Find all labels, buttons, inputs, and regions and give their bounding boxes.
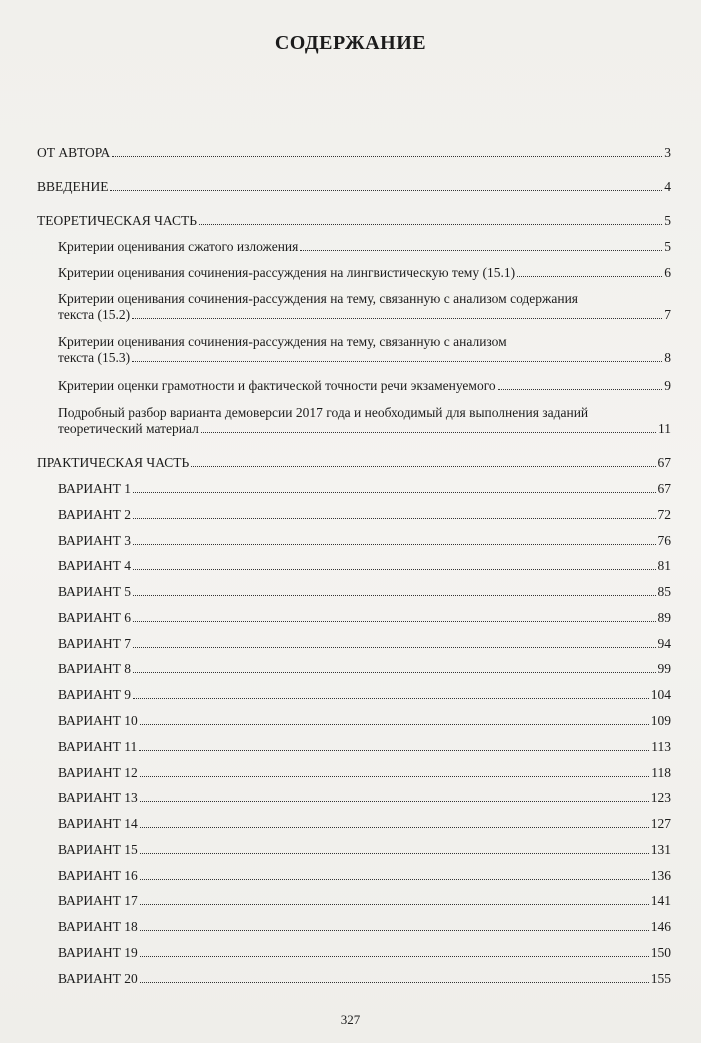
- toc-entry-label: Критерии оценивания сочинения-рассуждения на лингвистическую тему (15.1): [58, 265, 516, 280]
- toc-leader-dots: [133, 518, 655, 519]
- toc-entry-variant-6[interactable]: [58, 610, 671, 626]
- toc-entry-label: ВАРИАНТ 6: [58, 610, 132, 625]
- toc-entry-page: 7: [664, 307, 671, 322]
- toc-entry-label: ОТ АВТОРА: [37, 145, 111, 160]
- toc-entry-page: 99: [657, 661, 671, 676]
- toc-entry-page: 5: [664, 239, 671, 254]
- toc-entry-criteria-15-3[interactable]: [58, 334, 671, 366]
- toc-leader-dots: [133, 621, 655, 622]
- toc-entry-page: 113: [651, 739, 671, 754]
- toc-entry-page: 72: [657, 507, 671, 522]
- toc-leader-dots: [133, 698, 649, 699]
- toc-entry-label: ВАРИАНТ 9: [58, 687, 132, 702]
- toc-entry-page: 3: [664, 145, 671, 160]
- toc-entry-label: ВАРИАНТ 8: [58, 661, 132, 676]
- toc-entry-variant-20[interactable]: [58, 971, 671, 987]
- toc-entry-page: 118: [651, 765, 671, 780]
- toc-leader-dots: [517, 276, 662, 277]
- toc-leader-dots: [139, 750, 649, 751]
- toc-entry-variant-1[interactable]: [58, 481, 671, 497]
- toc-leader-dots: [191, 466, 655, 467]
- toc-entry-variant-16[interactable]: [58, 868, 671, 884]
- toc-leader-dots: [140, 776, 649, 777]
- toc-entry-introduction[interactable]: [37, 179, 671, 195]
- toc-leader-dots: [140, 879, 649, 880]
- toc-leader-dots: [132, 318, 662, 319]
- toc-entry-literacy-criteria[interactable]: [58, 378, 671, 394]
- toc-entry-label: ВАРИАНТ 19: [58, 945, 138, 960]
- toc-entry-label: ВАРИАНТ 15: [58, 842, 138, 857]
- toc-entry-criteria-15-2[interactable]: [58, 291, 671, 323]
- toc-leader-dots: [140, 853, 649, 854]
- toc-leader-dots: [133, 595, 655, 596]
- toc-entry-page: 127: [650, 816, 671, 831]
- toc-entry-label: ВАРИАНТ 13: [58, 790, 138, 805]
- toc-entry-label: ВАРИАНТ 2: [58, 507, 132, 522]
- toc-entry-variant-14[interactable]: [58, 816, 671, 832]
- toc-entry-criteria-summary[interactable]: [58, 239, 671, 255]
- toc-entry-page: 4: [664, 179, 671, 194]
- toc-entry-label-line1: Подробный разбор варианта демоверсии 2017 года и необходимый для выполнения заданий: [58, 405, 589, 420]
- toc-leader-dots: [133, 647, 655, 648]
- toc-leader-dots: [140, 904, 649, 905]
- toc-leader-dots: [140, 801, 649, 802]
- toc-entry-variant-8[interactable]: [58, 661, 671, 677]
- toc-entry-variant-9[interactable]: [58, 687, 671, 703]
- toc-entry-page: 76: [657, 533, 671, 548]
- toc-leader-dots: [140, 724, 649, 725]
- toc-entry-page: 104: [650, 687, 671, 702]
- toc-entry-from-author[interactable]: [37, 145, 671, 161]
- toc-entry-variant-13[interactable]: [58, 790, 671, 806]
- toc-entry-label: ВАРИАНТ 3: [58, 533, 132, 548]
- toc-entry-page: 67: [657, 455, 671, 470]
- toc-entry-page: 94: [657, 636, 671, 651]
- toc-leader-dots: [140, 930, 649, 931]
- toc-entry-page: 123: [650, 790, 671, 805]
- toc-entry-page: 5: [664, 213, 671, 228]
- toc-entry-label: ВАРИАНТ 17: [58, 893, 138, 908]
- toc-leader-dots: [112, 156, 662, 157]
- toc-entry-variant-15[interactable]: [58, 842, 671, 858]
- toc-entry-page: 141: [650, 893, 671, 908]
- toc-entry-label: ВАРИАНТ 18: [58, 919, 138, 934]
- toc-entry-page: 146: [650, 919, 671, 934]
- toc-leader-dots: [199, 224, 662, 225]
- toc-leader-dots: [201, 432, 656, 433]
- toc-entry-label: ВАРИАНТ 11: [58, 739, 138, 754]
- toc-entry-page: 81: [657, 558, 671, 573]
- toc-entry-label: ВАРИАНТ 12: [58, 765, 138, 780]
- toc-entry-variant-7[interactable]: [58, 636, 671, 652]
- toc-entry-page: 85: [657, 584, 671, 599]
- toc-entry-page: 11: [658, 421, 671, 436]
- toc-entry-label: Критерии оценивания сжатого изложения: [58, 239, 299, 254]
- toc-entry-variant-5[interactable]: [58, 584, 671, 600]
- toc-entry-label: ВАРИАНТ 20: [58, 971, 138, 986]
- toc-entry-theory[interactable]: [37, 213, 671, 229]
- toc-entry-label: ВВЕДЕНИЕ: [37, 179, 109, 194]
- toc-entry-page: 136: [650, 868, 671, 883]
- page-title: СОДЕРЖАНИЕ: [274, 32, 427, 54]
- toc-entry-demo-analysis[interactable]: [58, 405, 671, 437]
- toc-entry-label: ВАРИАНТ 7: [58, 636, 132, 651]
- toc-entry-page: 9: [664, 378, 671, 393]
- toc-entry-label: ТЕОРЕТИЧЕСКАЯ ЧАСТЬ: [37, 213, 198, 228]
- toc-entry-label: ВАРИАНТ 4: [58, 558, 132, 573]
- toc-entry-practice[interactable]: [37, 455, 671, 471]
- toc-leader-dots: [132, 361, 662, 362]
- toc-entry-variant-17[interactable]: [58, 893, 671, 909]
- toc-entry-page: 6: [664, 265, 671, 280]
- toc-entry-label-line2: текста (15.2): [58, 307, 131, 322]
- toc-entry-variant-11[interactable]: [58, 739, 671, 755]
- toc-entry-variant-4[interactable]: [58, 558, 671, 574]
- toc-entry-label-line1: Критерии оценивания сочинения-рассуждения на тему, связанную с анализом содержания: [58, 291, 579, 306]
- toc-entry-label: ВАРИАНТ 14: [58, 816, 138, 831]
- toc-entry-page: 67: [657, 481, 671, 496]
- toc-entry-variant-18[interactable]: [58, 919, 671, 935]
- toc-entry-label: ВАРИАНТ 10: [58, 713, 138, 728]
- toc-entry-page: 89: [657, 610, 671, 625]
- toc-entry-variant-12[interactable]: [58, 765, 671, 781]
- toc-leader-dots: [110, 190, 662, 191]
- toc-entry-label: ВАРИАНТ 5: [58, 584, 132, 599]
- toc-entry-page: 131: [650, 842, 671, 857]
- toc-leader-dots: [140, 982, 649, 983]
- toc-entry-variant-10[interactable]: [58, 713, 671, 729]
- toc-entry-page: 155: [650, 971, 671, 986]
- toc-entry-label: ПРАКТИЧЕСКАЯ ЧАСТЬ: [37, 455, 190, 470]
- toc-leader-dots: [300, 250, 662, 251]
- page-number: 327: [340, 1012, 361, 1027]
- toc-leader-dots: [133, 544, 655, 545]
- toc-entry-label-line2: текста (15.3): [58, 350, 131, 365]
- toc-entry-variant-3[interactable]: [58, 533, 671, 549]
- toc-leader-dots: [133, 672, 655, 673]
- toc-leader-dots: [140, 956, 649, 957]
- toc-leader-dots: [140, 827, 649, 828]
- toc-entry-label: ВАРИАНТ 1: [58, 481, 132, 496]
- toc-entry-variant-19[interactable]: [58, 945, 671, 961]
- toc-entry-variant-2[interactable]: [58, 507, 671, 523]
- toc-entry-label: ВАРИАНТ 16: [58, 868, 138, 883]
- toc-entry-label: Критерии оценки грамотности и фактической точности речи экзаменуемого: [58, 378, 496, 393]
- toc-leader-dots: [133, 492, 655, 493]
- toc-entry-label-line1: Критерии оценивания сочинения-рассуждения на тему, связанную с анализом: [58, 334, 507, 349]
- toc-entry-label-line2: теоретический материал: [58, 421, 199, 436]
- toc-entry-page: 150: [650, 945, 671, 960]
- toc-entry-page: 109: [650, 713, 671, 728]
- toc-entry-criteria-15-1[interactable]: [58, 265, 671, 281]
- toc-leader-dots: [133, 569, 655, 570]
- toc-leader-dots: [498, 389, 663, 390]
- toc-entry-page: 8: [664, 350, 671, 365]
